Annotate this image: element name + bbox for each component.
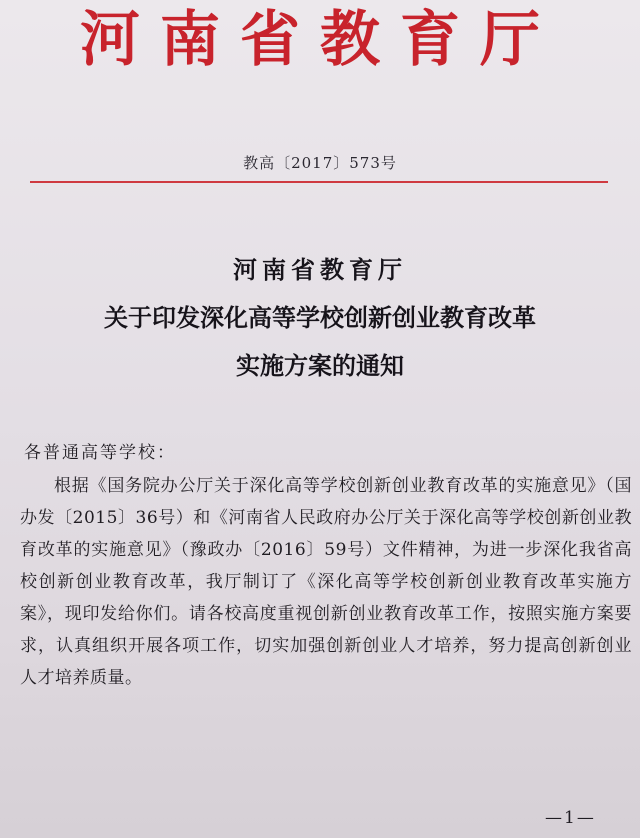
body-paragraph: 根据《国务院办公厅关于深化高等学校创新创业教育改革的实施意见》（国办发〔2015〕36号）和《河南省人民政府办公厅关于深化高等学校创新创业教育改革的实施意见》（豫政办〔2016〕59号）文件精神，为进一步深化我省高校创新创业教育改革，我厅制订了《深化高等学校创新创业教育改革实施方案》，现印发给你们。请各校高度重视创新创业教育改革工作，按照实施方案要求，认真组织开展各项工作，切实加强创新创业人才培养，努力提高创新创业人才培养质量。 xyxy=(20,476,632,688)
page-number: —1— xyxy=(545,808,596,828)
red-divider-line xyxy=(30,181,608,183)
title-line-2: 关于印发深化高等学校创新创业教育改革 xyxy=(104,304,536,332)
title-line-3: 实施方案的通知 xyxy=(236,352,404,380)
letterhead: 河南省教育厅 xyxy=(80,5,560,75)
document-number: 教高〔2017〕573号 xyxy=(243,154,397,172)
title-line-1: 河南省教育厅 xyxy=(233,256,407,284)
salutation: 各普通高等学校： xyxy=(24,443,176,463)
document-title xyxy=(0,246,640,390)
